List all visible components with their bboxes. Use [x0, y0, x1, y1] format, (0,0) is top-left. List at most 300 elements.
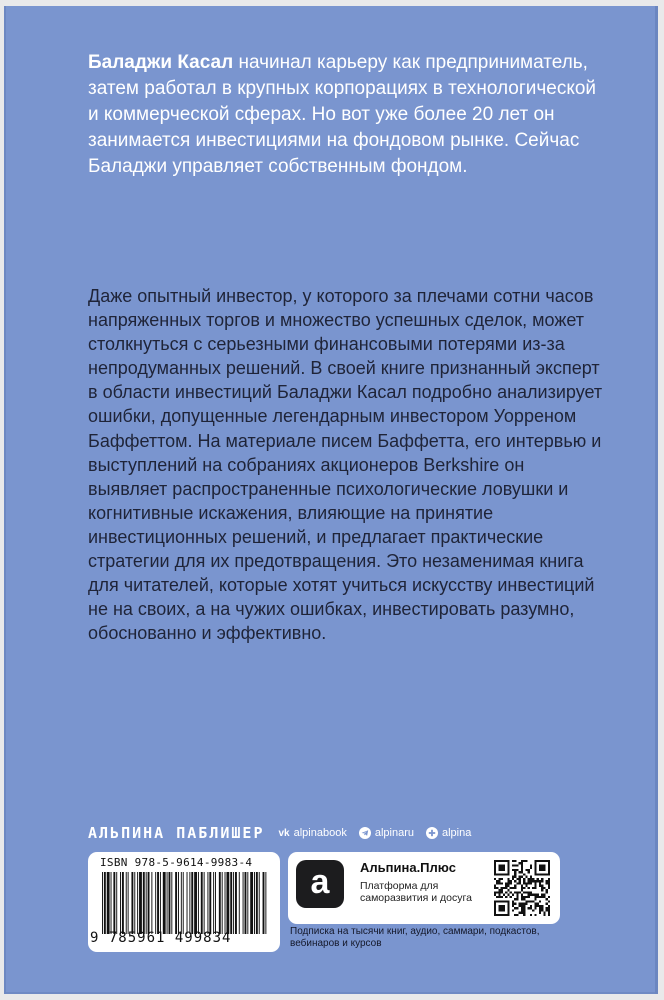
qr-module [525, 860, 527, 862]
qr-module [548, 864, 550, 866]
qr-module [543, 894, 545, 896]
qr-module [521, 907, 523, 909]
qr-module [498, 869, 500, 871]
qr-module [507, 900, 509, 902]
barcode-bar [183, 872, 184, 934]
qr-module [505, 882, 507, 884]
qr-module [501, 900, 503, 902]
qr-module [525, 903, 527, 905]
qr-module [503, 867, 505, 869]
social-telegram[interactable] [359, 827, 414, 839]
qr-module [512, 869, 514, 871]
qr-module [528, 894, 530, 896]
qr-module [543, 869, 545, 871]
qr-module [521, 909, 523, 911]
qr-module [498, 891, 500, 893]
qr-module [501, 896, 503, 898]
qr-module [541, 894, 543, 896]
qr-module [514, 907, 516, 909]
qr-module [525, 896, 527, 898]
qr-module [516, 898, 518, 900]
qr-module [519, 891, 521, 893]
qr-module [528, 869, 530, 871]
barcode-bar [219, 872, 221, 934]
qr-module [534, 873, 536, 875]
qr-module [503, 907, 505, 909]
qr-module [537, 873, 539, 875]
qr-module [505, 887, 507, 889]
qr-module [501, 860, 503, 862]
qr-module [534, 894, 536, 896]
qr-module [539, 909, 541, 911]
qr-module [523, 860, 525, 862]
qr-module [543, 912, 545, 914]
barcode-bar [167, 872, 168, 934]
qr-module [519, 905, 521, 907]
publisher-logo: АЛЬПИНА ПАБЛИШЕР [88, 824, 265, 842]
qr-module [501, 882, 503, 884]
qr-module [519, 862, 521, 864]
qr-module [530, 914, 532, 916]
qr-module [516, 882, 518, 884]
author-name: Баладжи Касал [88, 52, 234, 73]
qr-module [514, 891, 516, 893]
qr-module [507, 885, 509, 887]
qr-module [503, 873, 505, 875]
barcode-bar [230, 872, 232, 934]
qr-module [541, 889, 543, 891]
qr-module [532, 900, 534, 902]
barcode-bar [243, 872, 244, 934]
author-bio [88, 50, 608, 180]
qr-module [534, 898, 536, 900]
qr-module [539, 912, 541, 914]
qr-module [494, 903, 496, 905]
qr-module [507, 867, 509, 869]
qr-module [514, 887, 516, 889]
social-vk[interactable] [279, 827, 347, 839]
qr-module [498, 873, 500, 875]
qr-module [539, 864, 541, 866]
qr-module [494, 878, 496, 880]
qr-module [507, 894, 509, 896]
qr-module [503, 860, 505, 862]
qr-module [525, 891, 527, 893]
qr-module [521, 867, 523, 869]
qr-module [523, 896, 525, 898]
qr-module [494, 869, 496, 871]
qr-module [516, 891, 518, 893]
qr-module [510, 887, 512, 889]
qr-module [532, 878, 534, 880]
app-icon-letter: a [310, 863, 330, 901]
vk-icon: vk [278, 827, 290, 839]
qr-module [534, 867, 536, 869]
barcode-bar [137, 872, 138, 934]
qr-module [523, 912, 525, 914]
qr-module [505, 891, 507, 893]
qr-module [501, 914, 503, 916]
qr-module [543, 887, 545, 889]
qr-module [507, 905, 509, 907]
qr-module [534, 896, 536, 898]
qr-module [514, 898, 516, 900]
qr-module [498, 894, 500, 896]
qr-module [516, 869, 518, 871]
qr-module [548, 907, 550, 909]
plus-icon [426, 827, 438, 839]
qr-module [543, 896, 545, 898]
app-icon[interactable] [296, 860, 344, 908]
qr-module [494, 862, 496, 864]
qr-module [514, 880, 516, 882]
qr-module [541, 878, 543, 880]
isbn-panel [88, 852, 280, 952]
qr-module [528, 871, 530, 873]
barcode-bar [126, 872, 127, 934]
qr-module [498, 905, 500, 907]
qr-module [541, 896, 543, 898]
qr-module [507, 869, 509, 871]
qr-module [501, 887, 503, 889]
qr-module [548, 871, 550, 873]
qr-module [541, 905, 543, 907]
qr-module [548, 873, 550, 875]
qr-module [541, 907, 543, 909]
qr-module [539, 882, 541, 884]
qr-module [501, 869, 503, 871]
qr-module [546, 880, 548, 882]
barcode [100, 872, 270, 934]
qr-module [528, 887, 530, 889]
qr-module [498, 907, 500, 909]
qr-module [528, 896, 530, 898]
barcode-bar [263, 872, 265, 934]
qr-module [539, 900, 541, 902]
qr-module [516, 864, 518, 866]
qr-module [494, 894, 496, 896]
qr-module [496, 896, 498, 898]
qr-module [521, 876, 523, 878]
qr-module [505, 873, 507, 875]
qr-module [548, 878, 550, 880]
barcode-bar [160, 872, 161, 934]
isbn-label: ISBN 978-5-9614-9983-4 [100, 856, 253, 869]
qr-module [532, 887, 534, 889]
qr-module [521, 903, 523, 905]
qr-module [496, 882, 498, 884]
qr-module [528, 878, 530, 880]
qr-module [510, 880, 512, 882]
barcode-digits: 9 785961 499834 [90, 930, 232, 946]
qr-module [546, 873, 548, 875]
barcode-bar [120, 872, 121, 934]
qr-module [528, 900, 530, 902]
barcode-bar [116, 872, 117, 934]
barcode-bar [201, 872, 203, 934]
qr-module [514, 871, 516, 873]
promo-panel [288, 852, 560, 924]
qr-code[interactable] [494, 860, 550, 916]
qr-module [523, 898, 525, 900]
qr-module [507, 903, 509, 905]
qr-module [507, 873, 509, 875]
barcode-bar [194, 872, 197, 934]
qr-module [494, 864, 496, 866]
qr-module [496, 860, 498, 862]
promo-subtitle: Платформа для саморазвития и досуга [360, 880, 472, 904]
qr-module [494, 891, 496, 893]
qr-module [534, 882, 536, 884]
qr-module [498, 878, 500, 880]
qr-module [541, 864, 543, 866]
barcode-bar [131, 872, 133, 934]
qr-module [498, 896, 500, 898]
qr-module [512, 909, 514, 911]
qr-module [512, 903, 514, 905]
qr-module [501, 864, 503, 866]
qr-module [525, 882, 527, 884]
qr-module [512, 894, 514, 896]
qr-module [514, 860, 516, 862]
qr-module [525, 885, 527, 887]
qr-module [501, 867, 503, 869]
qr-module [548, 882, 550, 884]
qr-module [541, 860, 543, 862]
barcode-bar [175, 872, 177, 934]
qr-module [494, 867, 496, 869]
publisher-row [88, 822, 568, 844]
qr-module [528, 891, 530, 893]
qr-module [507, 882, 509, 884]
qr-module [507, 864, 509, 866]
qr-module [507, 862, 509, 864]
social-alpina[interactable] [426, 827, 471, 839]
qr-module [530, 882, 532, 884]
qr-module [521, 912, 523, 914]
qr-module [507, 860, 509, 862]
qr-module [519, 871, 521, 873]
qr-module [521, 885, 523, 887]
qr-module [501, 889, 503, 891]
qr-module [498, 867, 500, 869]
qr-module [534, 887, 536, 889]
qr-module [501, 907, 503, 909]
barcode-bar [247, 872, 248, 934]
qr-module [546, 898, 548, 900]
barcode-bar [155, 872, 156, 934]
qr-module [528, 882, 530, 884]
qr-module [514, 876, 516, 878]
qr-module [519, 880, 521, 882]
qr-module [523, 905, 525, 907]
qr-module [519, 882, 521, 884]
qr-module [498, 860, 500, 862]
qr-module [498, 900, 500, 902]
qr-module [516, 896, 518, 898]
qr-module [523, 914, 525, 916]
qr-module [548, 912, 550, 914]
qr-module [523, 891, 525, 893]
barcode-bar [157, 872, 159, 934]
qr-module [501, 878, 503, 880]
qr-module [514, 869, 516, 871]
qr-module [521, 862, 523, 864]
barcode-bar [204, 872, 205, 934]
qr-module [519, 878, 521, 880]
qr-module [546, 907, 548, 909]
barcode-bar [250, 872, 253, 934]
qr-module [546, 860, 548, 862]
barcode-bar [245, 872, 247, 934]
qr-module [519, 903, 521, 905]
barcode-bar [113, 872, 115, 934]
qr-module [543, 914, 545, 916]
qr-module [530, 894, 532, 896]
qr-module [503, 905, 505, 907]
qr-module [510, 882, 512, 884]
qr-module [507, 914, 509, 916]
qr-module [494, 873, 496, 875]
qr-module [548, 880, 550, 882]
qr-module [516, 914, 518, 916]
qr-module [505, 885, 507, 887]
qr-module [503, 864, 505, 866]
barcode-bar [222, 872, 223, 934]
qr-module [510, 896, 512, 898]
qr-module [521, 889, 523, 891]
telegram-icon [359, 827, 371, 839]
qr-module [523, 903, 525, 905]
qr-module [514, 873, 516, 875]
qr-module [523, 907, 525, 909]
qr-module [543, 867, 545, 869]
qr-module [512, 900, 514, 902]
qr-module [539, 867, 541, 869]
qr-module [546, 891, 548, 893]
qr-module [516, 878, 518, 880]
qr-module [534, 862, 536, 864]
qr-module [548, 896, 550, 898]
qr-module [521, 896, 523, 898]
qr-module [505, 900, 507, 902]
qr-module [530, 907, 532, 909]
qr-module [539, 885, 541, 887]
qr-module [541, 885, 543, 887]
qr-module [523, 878, 525, 880]
qr-module [505, 896, 507, 898]
qr-module [496, 880, 498, 882]
qr-module [521, 860, 523, 862]
qr-module [501, 905, 503, 907]
qr-module [539, 880, 541, 882]
qr-module [534, 869, 536, 871]
barcode-bar [233, 872, 234, 934]
qr-module [514, 914, 516, 916]
qr-module [507, 912, 509, 914]
qr-module [534, 905, 536, 907]
qr-module [494, 914, 496, 916]
qr-module [546, 889, 548, 891]
social-handle-telegram: alpinaru [374, 827, 414, 839]
qr-module [530, 867, 532, 869]
promo-title: Альпина.Плюс [360, 860, 456, 875]
author-bio-text: начинал карьеру как предприниматель, затем работал в крупных корпорациях в технологической и коммерческой сферах. Но вот уже более 20 лет он занимается инвестициями на фондовом рынке. Сейчас Баладжи управляет собственным фондом. [88, 52, 597, 177]
qr-module [521, 864, 523, 866]
barcode-bar [122, 872, 124, 934]
barcode-bar [235, 872, 237, 934]
qr-module [530, 900, 532, 902]
qr-module [512, 887, 514, 889]
qr-module [548, 905, 550, 907]
qr-module [512, 905, 514, 907]
qr-module [534, 880, 536, 882]
qr-module [541, 869, 543, 871]
qr-module [521, 887, 523, 889]
qr-module [505, 914, 507, 916]
qr-module [548, 867, 550, 869]
qr-module [541, 887, 543, 889]
qr-module [543, 873, 545, 875]
barcode-bar [265, 872, 266, 934]
barcode-bar [163, 872, 166, 934]
qr-module [530, 864, 532, 866]
qr-module [539, 873, 541, 875]
qr-module [498, 882, 500, 884]
qr-module [503, 900, 505, 902]
qr-module [498, 880, 500, 882]
qr-module [523, 873, 525, 875]
qr-module [521, 869, 523, 871]
barcode-bar [187, 872, 188, 934]
qr-module [514, 885, 516, 887]
qr-module [537, 903, 539, 905]
barcode-bar [226, 872, 229, 934]
qr-module [534, 903, 536, 905]
spine-edge [4, 6, 6, 994]
qr-module [494, 860, 496, 862]
promo-caption: Подписка на тысячи книг, аудио, саммари, подкастов, вебинаров и курсов [290, 926, 540, 949]
qr-module [539, 860, 541, 862]
barcode-bar [189, 872, 190, 934]
barcode-bar [139, 872, 142, 934]
qr-module [496, 887, 498, 889]
barcode-bar [104, 872, 106, 934]
qr-module [514, 903, 516, 905]
qr-module [534, 907, 536, 909]
qr-module [494, 871, 496, 873]
qr-module [496, 873, 498, 875]
qr-module [543, 860, 545, 862]
qr-module [507, 909, 509, 911]
qr-module [541, 909, 543, 911]
qr-module [541, 873, 543, 875]
qr-module [516, 907, 518, 909]
qr-module [534, 885, 536, 887]
qr-module [532, 894, 534, 896]
qr-module [498, 889, 500, 891]
qr-module [521, 871, 523, 873]
qr-module [498, 914, 500, 916]
qr-module [525, 900, 527, 902]
qr-module [512, 864, 514, 866]
barcode-bar [207, 872, 208, 934]
qr-module [523, 880, 525, 882]
qr-module [501, 891, 503, 893]
barcode-bar [178, 872, 179, 934]
qr-module [534, 864, 536, 866]
qr-module [523, 887, 525, 889]
